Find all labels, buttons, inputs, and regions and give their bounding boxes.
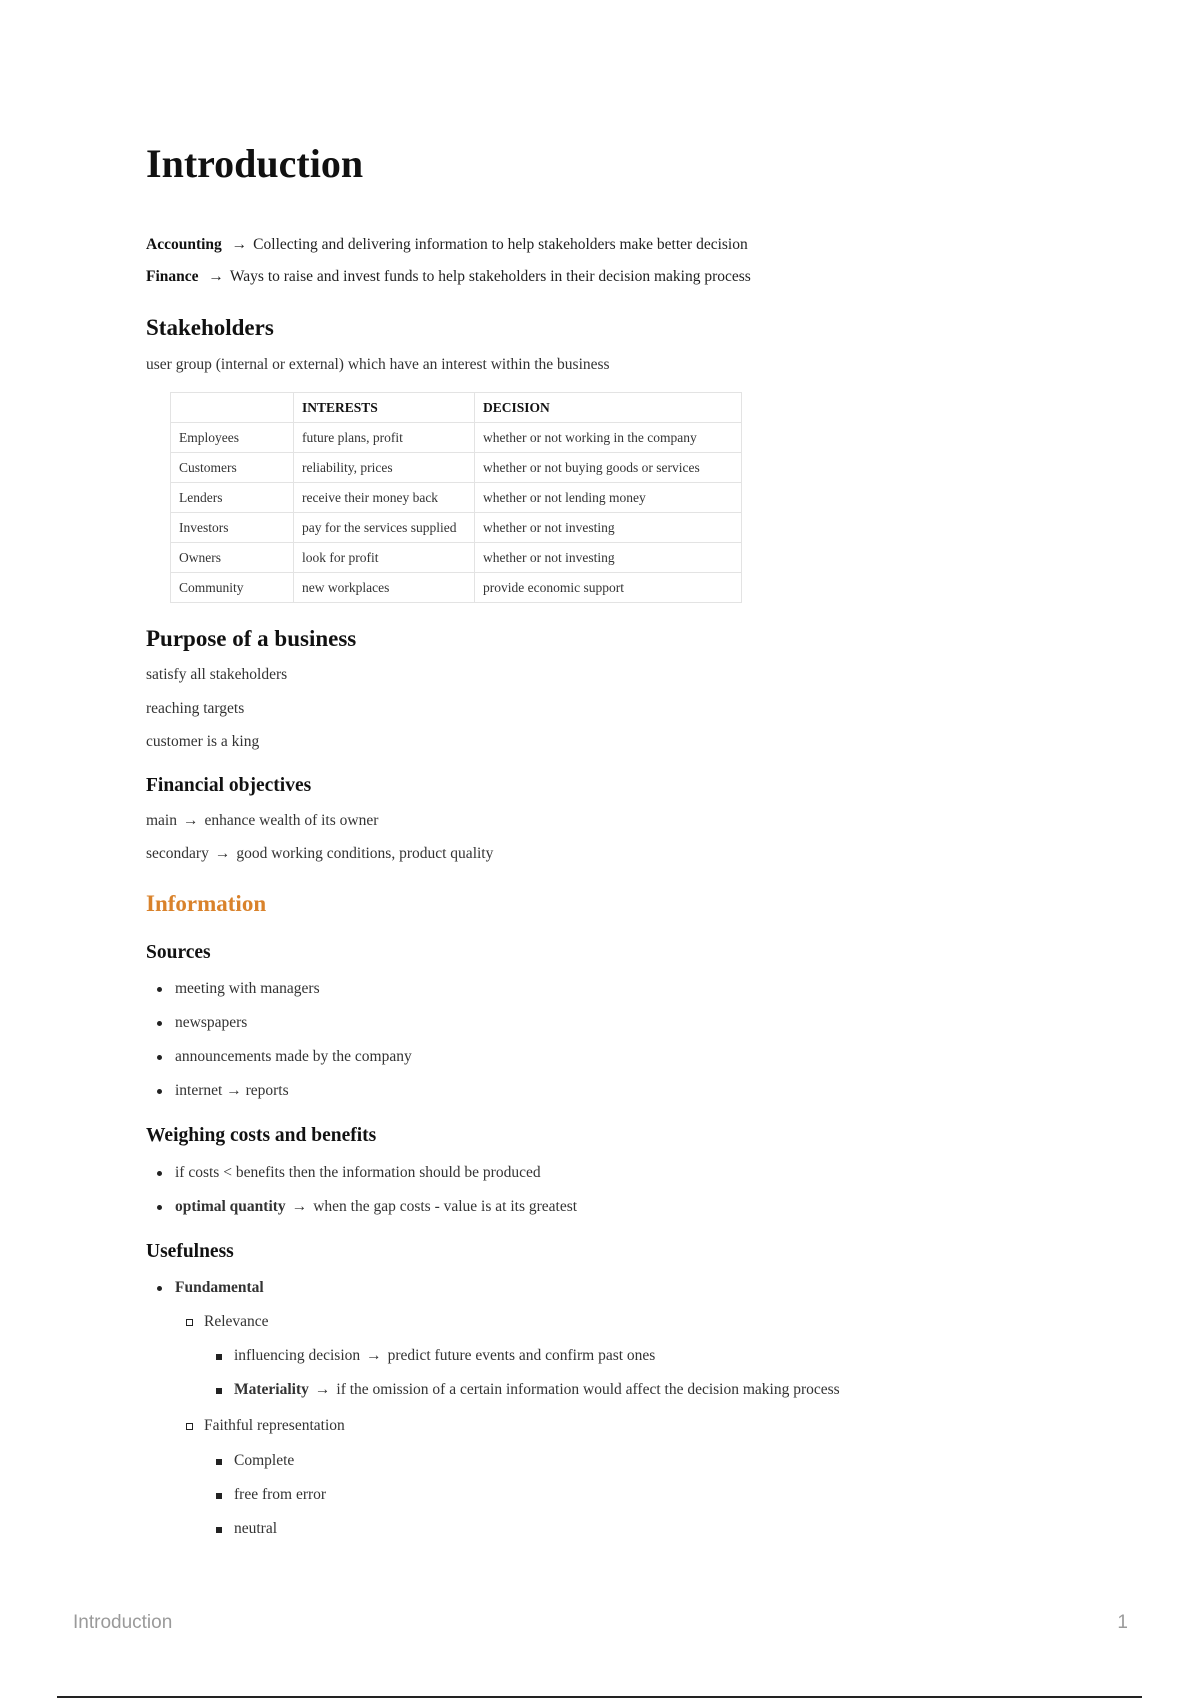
table-cell: whether or not working in the company [475,423,742,453]
list-item-text: predict future events and confirm past ones [387,1347,656,1364]
arrow-icon: → [314,1381,331,1398]
relevance-list [204,1312,269,1346]
square-bullet-icon [216,1527,222,1533]
definition-term: Accounting [146,236,222,253]
table-header-row [171,393,742,423]
objective-text: enhance wealth of its owner [204,812,379,829]
table-cell: Lenders [171,483,294,513]
bullet-icon [157,1055,162,1060]
definition-accounting [146,236,748,254]
arrow-icon: → [208,268,224,285]
table-cell: whether or not investing [475,513,742,543]
list-item-text: if costs < benefits then the information should be produced [175,1164,541,1181]
section-heading-stakeholders: Stakeholders [146,315,274,340]
table-row [171,543,742,573]
list-item-text: if the omission of a certain information would affect the decision making process [336,1381,840,1398]
subheading-weighing: Weighing costs and benefits [146,1125,377,1146]
list-item [234,1485,326,1519]
list-item-text: influencing decision [234,1347,361,1364]
list-item [204,1312,269,1346]
square-bullet-icon [216,1459,222,1465]
table-cell: look for profit [294,543,475,573]
objective-main [146,812,378,830]
usefulness-list [175,1278,264,1312]
purpose-line: satisfy all stakeholders [146,666,288,683]
definition-term: Finance [146,268,199,285]
objective-text: good working conditions, product quality [236,845,494,862]
list-item-text: when the gap costs - value is at its greatest [313,1198,578,1215]
objective-label: main [146,812,177,829]
bullet-icon [157,1171,162,1176]
bullet-icon [157,1205,162,1210]
table-cell: whether or not buying goods or services [475,453,742,483]
table-cell: Community [171,573,294,603]
table-cell: provide economic support [475,573,742,603]
footer-divider [57,1696,1142,1698]
arrow-icon: → [291,1198,308,1215]
list-item [175,1081,412,1115]
list-item-bold: optimal quantity [175,1198,286,1215]
subheading-sources: Sources [146,942,211,963]
list-item [175,1197,577,1231]
page-title: Introduction [146,141,364,186]
list-item-bold: Materiality [234,1381,309,1398]
stakeholders-description: user group (internal or external) which have an interest within the business [146,356,610,373]
hollow-square-bullet-icon [186,1423,193,1430]
table-header-cell [171,393,294,423]
definition-finance [146,268,751,286]
table-cell: whether or not lending money [475,483,742,513]
hollow-square-bullet-icon [186,1319,193,1326]
square-bullet-icon [216,1493,222,1499]
table-row [171,573,742,603]
list-item-text: internet → reports [175,1082,289,1099]
arrow-icon: → [231,236,248,253]
faithful-list [204,1416,345,1450]
stakeholders-table [170,392,742,603]
table-cell: whether or not investing [475,543,742,573]
table-header-cell: DECISION [475,393,742,423]
list-item [175,1013,412,1047]
list-item [175,1047,412,1081]
table-cell: Employees [171,423,294,453]
table-row [171,453,742,483]
list-item-text: newspapers [175,1014,248,1031]
bullet-icon [157,987,162,992]
table-cell: Owners [171,543,294,573]
definition-text: Ways to raise and invest funds to help stakeholders in their decision making process [229,268,751,285]
bullet-icon [157,1089,162,1094]
table-cell: future plans, profit [294,423,475,453]
list-item-text: Complete [234,1452,295,1469]
table-row [171,513,742,543]
definition-text: Collecting and delivering information to help stakeholders make better decision [253,236,748,253]
arrow-icon: → [214,845,231,862]
list-item [175,1278,264,1312]
table-cell: pay for the services supplied [294,513,475,543]
list-item [175,979,412,1013]
table-cell: Investors [171,513,294,543]
list-item-text: Faithful representation [204,1417,345,1434]
list-item [234,1519,326,1553]
square-bullet-icon [216,1354,222,1360]
faithful-sublist [234,1451,326,1553]
table-cell: new workplaces [294,573,475,603]
list-item-text: neutral [234,1520,278,1537]
list-item [204,1416,345,1450]
table-cell: reliability, prices [294,453,475,483]
arrow-icon: → [366,1347,382,1364]
table-row [171,483,742,513]
objective-secondary [146,845,493,863]
purpose-line: customer is a king [146,733,260,750]
sources-list [175,979,412,1115]
section-heading-information: Information [146,891,267,916]
list-item [234,1346,840,1380]
bullet-icon [157,1021,162,1026]
list-item-bold: Fundamental [175,1279,264,1296]
relevance-sublist [234,1346,840,1414]
section-heading-purpose: Purpose of a business [146,626,357,651]
footer-page-number: 1 [1117,1612,1128,1633]
table-row [171,423,742,453]
footer-section-title: Introduction [73,1612,173,1633]
section-heading-financial-objectives: Financial objectives [146,775,312,796]
list-item [175,1163,577,1197]
bullet-icon [157,1286,162,1291]
list-item-text: announcements made by the company [175,1048,412,1065]
list-item-text: Relevance [204,1313,269,1330]
square-bullet-icon [216,1388,222,1394]
subheading-usefulness: Usefulness [146,1241,234,1262]
table-cell: receive their money back [294,483,475,513]
arrow-icon: → [183,812,199,829]
list-item-text: meeting with managers [175,980,320,997]
weighing-list [175,1163,577,1231]
objective-label: secondary [146,845,209,862]
list-item [234,1380,840,1414]
purpose-line: reaching targets [146,700,245,717]
list-item [234,1451,326,1485]
table-cell: Customers [171,453,294,483]
table-header-cell: INTERESTS [294,393,475,423]
list-item-text: free from error [234,1486,327,1503]
